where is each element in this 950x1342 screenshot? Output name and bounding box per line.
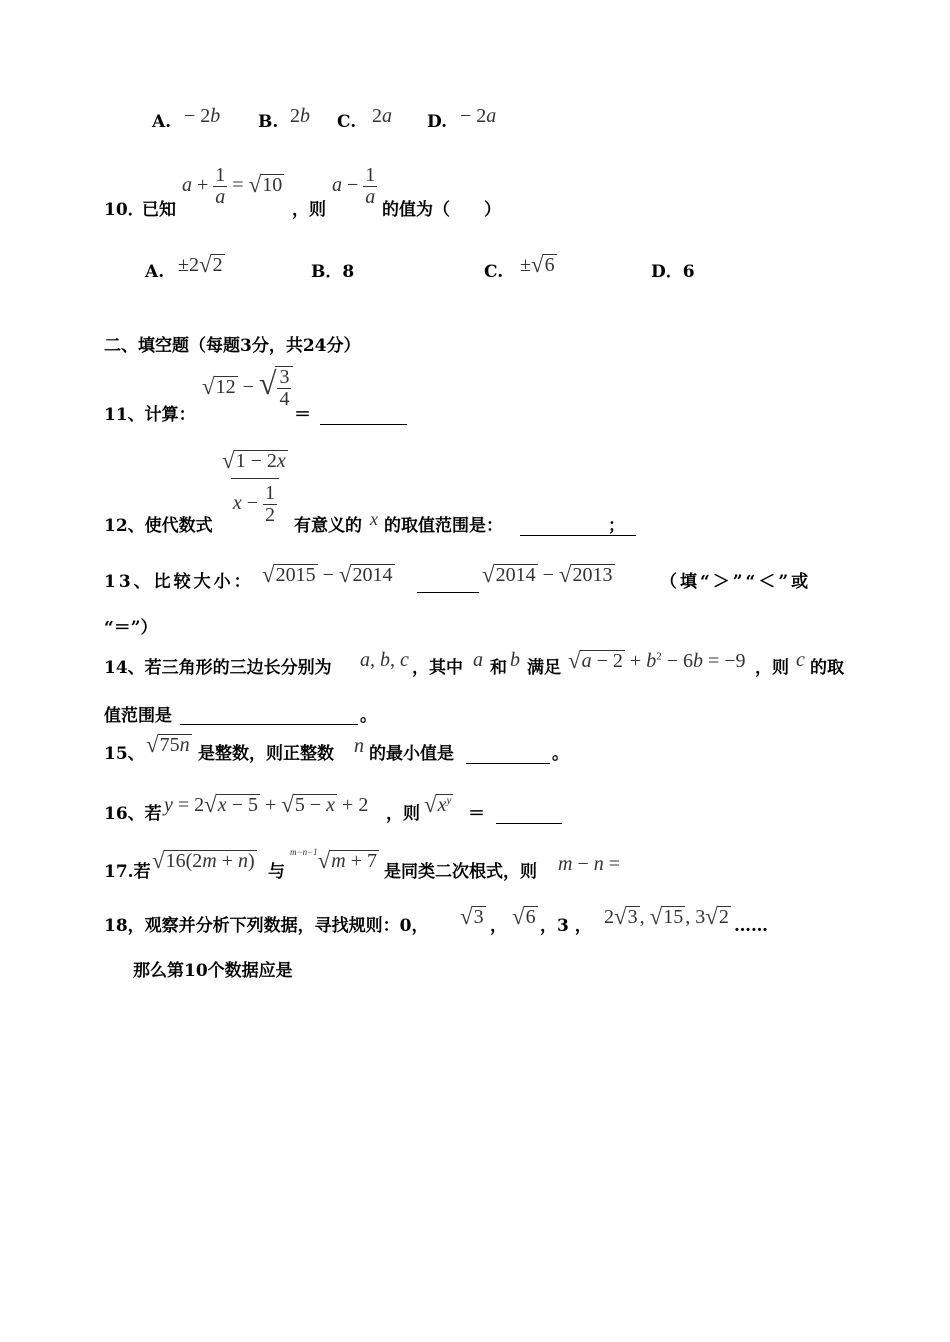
q17-text-1: 与 (268, 862, 285, 882)
q17-text-2: 是同类二次根式，则 (384, 862, 537, 882)
q10-number: 10． (104, 200, 145, 220)
q18-term-sqrt3: √3 (460, 904, 484, 929)
q13-answer-blank[interactable] (417, 578, 479, 593)
q11-label: 11、计算： (104, 405, 196, 425)
q14-var-b: b (510, 649, 520, 671)
q14-answer-blank[interactable] (180, 710, 358, 725)
q13-hint-2: “＝”） (104, 618, 158, 638)
q14-var-a: a (473, 649, 483, 671)
q10-text-2: ，则 (292, 200, 326, 220)
q13-expr-left: √2015 − √2014 (262, 562, 393, 587)
q15-var-n: n (354, 735, 364, 757)
q16-answer-blank[interactable] (496, 809, 562, 824)
q14-text-4: ，则 (755, 658, 789, 678)
q18-ellipsis: …… (734, 916, 768, 936)
q15-end: 。 (552, 744, 569, 764)
q15-label: 15、 (104, 744, 145, 764)
q16-target-expr: $√x^y$ (424, 792, 452, 817)
q14-label: 14、若三角形的三边长分别为 (104, 658, 332, 678)
q16-equation: y = 2√x − 5 + √5 − x + 2 (164, 792, 369, 817)
q9-option-b-label: B. (258, 112, 279, 132)
q17-radical-1: √16(2m + n) (152, 848, 255, 873)
section-2-title: 二、填空题（每题3分，共24分） (104, 336, 361, 356)
q10-text-3: 的值为（ ） (382, 200, 501, 220)
q18-label: 18，观察并分析下列数据，寻找规则：0， (104, 916, 429, 936)
q9-option-d-expr: − 2a (460, 105, 497, 127)
q13-label: 13、比较大小： (104, 572, 254, 592)
q14-end: 。 (360, 706, 377, 726)
q16-text: ，则 (386, 804, 420, 824)
q18-term-sqrt6: √6 (512, 904, 536, 929)
q16-equals: ＝ (468, 804, 485, 824)
q11-equals: ＝ (294, 405, 311, 425)
q10-text-1: 已知 (142, 200, 176, 220)
q14-sides: a, b, c (360, 649, 409, 671)
q12-end: ； (608, 516, 625, 536)
q12-text: 有意义的 (294, 516, 362, 536)
q10-option-c-label: C. (484, 262, 504, 282)
q9-option-a-expr: − 2b (184, 105, 221, 127)
q9-option-b-expr: 2b (290, 105, 310, 127)
q15-answer-blank[interactable] (466, 749, 550, 764)
q11-answer-blank[interactable] (320, 410, 407, 425)
q14-text-1: ，其中 (412, 658, 463, 678)
q18-separator: ， (490, 916, 507, 936)
q11-expression: √12 − √ $\frac{3}{4}$ (202, 366, 293, 410)
q9-option-c-expr: 2a (372, 105, 392, 127)
q9-option-d-label: D. (427, 112, 448, 132)
q17-radical-2: $^{m-n-1}$√m + 7 (290, 847, 378, 873)
q10-option-a-label: A. (145, 262, 165, 282)
q14-condition: $√a - 2 + b^2 - 6b = -9$ (568, 648, 746, 673)
q18-term-three: ，3 ， (540, 916, 592, 936)
q9-option-c-label: C. (337, 112, 357, 132)
q10-equation: a + $\frac{1}{a}$ = √10 (182, 164, 283, 208)
q14-text-3: 满足 (527, 658, 561, 678)
q12-label: 12、使代数式 (104, 516, 213, 536)
q14-text-5: 的取 (810, 658, 844, 678)
q10-option-a-expr: ±2√2 (178, 252, 223, 277)
q10-target-expr: a − $\frac{1}{a}$ (332, 164, 376, 208)
q15-text: 是整数，则正整数 (198, 744, 334, 764)
q13-hint: （填“＞”“＜”或 (660, 572, 812, 592)
q15-expression: √75n (146, 732, 190, 757)
q14-text-2: 和 (490, 658, 507, 678)
q18-terms-rest: 2√3 , √15 , 3√2 (604, 904, 729, 929)
q9-option-a-label: A. (152, 112, 172, 132)
q17-target-expr: m − n = (558, 853, 621, 875)
q12-variable-x: x (370, 509, 378, 529)
q16-label: 16、若 (104, 804, 162, 824)
q17-label: 17.若 (104, 862, 151, 882)
q12-expression: √1 − 2x x − $\frac{1}{2}$ (222, 448, 286, 527)
q10-option-d: D．6 (651, 262, 695, 282)
q15-text-2: 的最小值是 (369, 744, 454, 764)
q13-expr-right: √2014 − √2013 (482, 562, 613, 587)
q12-text-2: 的取值范围是： (384, 516, 503, 536)
q10-option-b: B．8 (311, 262, 355, 282)
q14-var-c: c (796, 649, 805, 671)
q10-option-c-expr: ±√6 (520, 252, 555, 277)
q14-line-2-text: 值范围是 (104, 706, 172, 726)
q18-line-2: 那么第10个数据应是 (133, 961, 293, 981)
